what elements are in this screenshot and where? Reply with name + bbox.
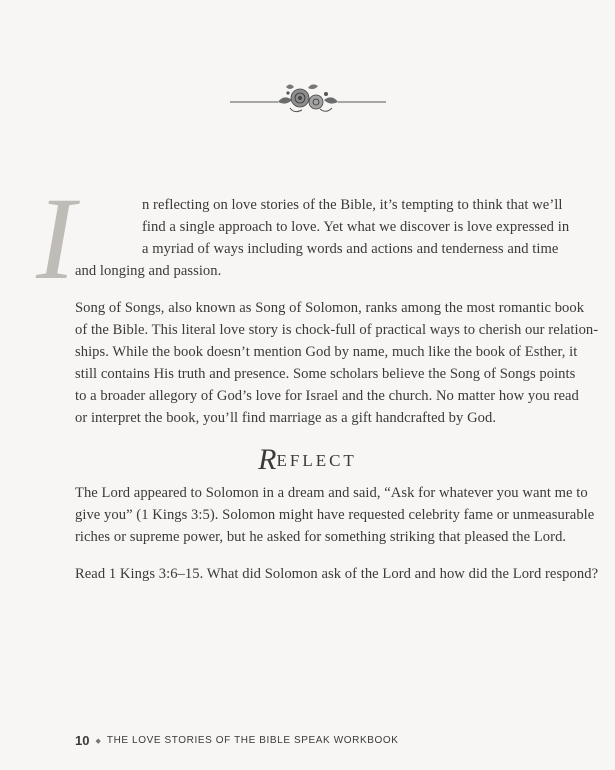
page-footer [75, 733, 399, 748]
intro-line: a myriad of ways including words and actions and tenderness and time [142, 241, 559, 257]
reflect-question [75, 563, 599, 585]
intro-line: n reflecting on love stories of the Bible, it’s tempting to think that we’ll [142, 197, 563, 213]
reflect-line: riches or supreme power, but he asked for something striking that pleased the Lord. [75, 529, 567, 545]
body-line: ships. While the book doesn’t mention God by name, much like the book of Esther, it [75, 344, 578, 360]
body-line: or interpret the book, you’ll find marriage as a gift handcrafted by God. [75, 410, 497, 426]
body-line: to a broader allegory of God’s love for Israel and the church. No matter how you read [75, 388, 579, 404]
reflect-line: The Lord appeared to Solomon in a dream and said, “Ask for whatever you want me to [75, 485, 588, 501]
floral-ornament-icon [228, 80, 388, 120]
intro-paragraph [75, 194, 570, 282]
body-paragraph [75, 297, 599, 429]
intro-line: and longing and passion. [75, 263, 222, 279]
drop-cap: I [36, 173, 76, 304]
diamond-separator-icon: ◆ [95, 737, 101, 745]
page-number: 10 [75, 733, 90, 748]
reflect-heading-cap: R [258, 443, 277, 476]
question-line: Read 1 Kings 3:6–15. What did Solomon ask of the Lord and how did the Lord respond? [75, 566, 599, 582]
body-line: of the Bible. This literal love story is chock-full of practical ways to cherish our relation- [75, 322, 599, 338]
body-line: Song of Songs, also known as Song of Solomon, ranks among the most romantic book [75, 300, 585, 316]
reflect-heading [0, 443, 615, 477]
reflect-heading-rest: EFLECT [276, 451, 357, 470]
reflect-paragraph [75, 482, 595, 548]
body-line: still contains His truth and presence. Some scholars believe the Song of Songs points [75, 366, 576, 382]
book-title: THE LOVE STORIES OF THE BIBLE SPEAK WORKBOOK [106, 735, 399, 746]
reflect-line: give you” (1 Kings 3:5). Solomon might have requested celebrity fame or unmeasurable [75, 507, 595, 523]
intro-line: find a single approach to love. Yet what we discover is love expressed in [142, 219, 570, 235]
